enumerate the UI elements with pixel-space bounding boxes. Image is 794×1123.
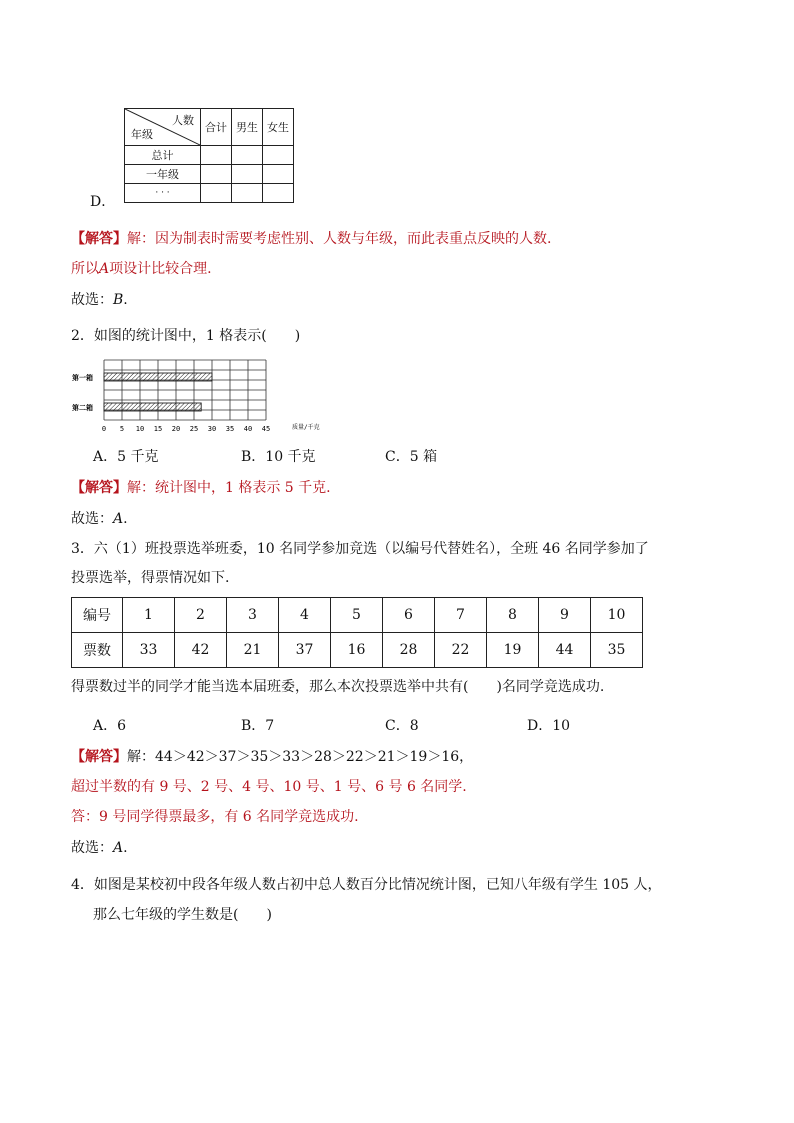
table-cell (232, 165, 263, 184)
q3-stem-line1: 3．六（1）班投票选举班委，10 名同学参加竞选（以编号代替姓名），全班 46 名同学参加了 (71, 541, 649, 557)
vote-cell: 22 (435, 633, 487, 668)
q4-stem-line1: 4．如图是某校初中段各年级人数占初中总人数百分比情况统计图，已知八年级有学生 105 人， (71, 877, 662, 893)
table-cell (263, 146, 294, 165)
x-axis-label: 质量/千克 (292, 424, 320, 431)
vote-cell: 16 (331, 633, 383, 668)
header-corner-bottom: 年级 (131, 128, 153, 141)
row-label: 编号 (72, 598, 123, 633)
answer-tag: 【解答】 (71, 231, 127, 247)
x-tick-label: 25 (189, 425, 199, 433)
bar-2 (104, 403, 201, 411)
answer-text: 所以 (71, 261, 99, 277)
row-label: 票数 (72, 633, 123, 668)
id-cell: 4 (279, 598, 331, 633)
vote-cell: 33 (123, 633, 175, 668)
x-tick-label: 40 (243, 425, 253, 433)
q3-answer-line1 (71, 748, 473, 766)
x-tick-label: 30 (207, 425, 217, 433)
answer-text: 解：44＞42＞37＞35＞33＞28＞22＞21＞19＞16， (127, 749, 474, 765)
table-cell (201, 146, 232, 165)
vote-cell: 44 (539, 633, 591, 668)
x-tick-label: 10 (135, 425, 145, 433)
q2-stem: 2．如图的统计图中，1 格表示( ) (71, 328, 301, 344)
choice-label: 故选： (71, 511, 113, 527)
choice-label: 故选： (71, 840, 113, 856)
q3-answer-line2: 超过半数的有 9 号、2 号、4 号、10 号、1 号、6 号 6 名同学. (71, 779, 467, 795)
table-cell (232, 184, 263, 203)
q3-option-b: B．7 (241, 718, 275, 734)
id-cell: 2 (175, 598, 227, 633)
x-tick-label: 35 (225, 425, 235, 433)
answer-var: A (99, 261, 110, 277)
choice-end: . (123, 292, 128, 308)
category-label: 第二箱 (72, 404, 93, 412)
choice-value: A (113, 840, 124, 856)
answer-text: 项设计比较合理. (109, 261, 212, 277)
q4-stem-line2: 那么七年级的学生数是( ) (93, 907, 272, 923)
chart-tick-labels (102, 425, 270, 433)
q2-option-a: A．5 千克 (93, 449, 159, 465)
table-cell (201, 184, 232, 203)
q2-option-c: C．5 箱 (385, 449, 438, 465)
vote-results-table (71, 597, 643, 668)
id-cell: 1 (123, 598, 175, 633)
x-tick-label: 5 (119, 425, 125, 433)
q2-option-b: B．10 千克 (241, 449, 316, 465)
id-cell: 5 (331, 598, 383, 633)
answer-tag: 【解答】 (71, 749, 127, 765)
row-label: 一年级 (125, 165, 201, 184)
header-corner-top: 人数 (172, 114, 194, 127)
choice-value: A (113, 511, 124, 527)
chart-category-labels (72, 373, 93, 412)
q3-option-c: C．8 (385, 718, 419, 734)
diagonal-header-cell (125, 109, 201, 146)
q3-choice (71, 839, 128, 857)
grade-headcount-table (124, 108, 294, 203)
x-tick-label: 15 (153, 425, 163, 433)
vote-cell: 35 (591, 633, 643, 668)
q3-option-a: A．6 (93, 718, 127, 734)
table-cell (201, 165, 232, 184)
choice-label: 故选： (71, 292, 113, 308)
table-row (72, 633, 643, 668)
answer-text: 解：因为制表时需要考虑性别、人数与年级，而此表重点反映的人数. (127, 231, 552, 247)
q1-answer-line2 (71, 260, 212, 278)
header-cell: 合计 (201, 109, 232, 146)
id-cell: 7 (435, 598, 487, 633)
table-row (72, 598, 643, 633)
x-tick-label: 0 (101, 425, 107, 433)
q3-question: 得票数过半的同学才能当选本届班委，那么本次投票选举中共有( )名同学竞选成功. (71, 679, 605, 695)
row-label: 总计 (125, 146, 201, 165)
q3-option-d: D．10 (527, 718, 571, 734)
header-cell: 女生 (263, 109, 294, 146)
answer-tag: 【解答】 (71, 480, 127, 496)
table-cell (232, 146, 263, 165)
id-cell: 9 (539, 598, 591, 633)
q2-choice (71, 510, 128, 528)
category-label: 第一箱 (72, 374, 93, 382)
option-d-label: D． (90, 194, 116, 210)
id-cell: 6 (383, 598, 435, 633)
vote-cell: 28 (383, 633, 435, 668)
q2-answer (71, 479, 331, 497)
q3-answer-line3: 答：9 号同学得票最多，有 6 名同学竞选成功. (71, 809, 359, 825)
header-cell: 男生 (232, 109, 263, 146)
id-cell: 3 (227, 598, 279, 633)
row-label: · · · (125, 184, 201, 203)
q1-choice (71, 291, 128, 309)
choice-value: B (113, 292, 124, 308)
x-tick-label: 20 (171, 425, 181, 433)
table-cell (263, 165, 294, 184)
choice-end: . (123, 511, 128, 527)
bar-chart (70, 356, 332, 436)
id-cell: 8 (487, 598, 539, 633)
x-tick-label: 45 (261, 425, 271, 433)
choice-end: . (123, 840, 128, 856)
id-cell: 10 (591, 598, 643, 633)
answer-text: 解：统计图中，1 格表示 5 千克. (127, 480, 331, 496)
table-cell (263, 184, 294, 203)
vote-cell: 37 (279, 633, 331, 668)
vote-cell: 19 (487, 633, 539, 668)
bar-1 (104, 373, 212, 381)
q3-stem-line2: 投票选举，得票情况如下. (71, 570, 230, 586)
vote-cell: 21 (227, 633, 279, 668)
q1-answer-line1 (71, 230, 551, 248)
vote-cell: 42 (175, 633, 227, 668)
